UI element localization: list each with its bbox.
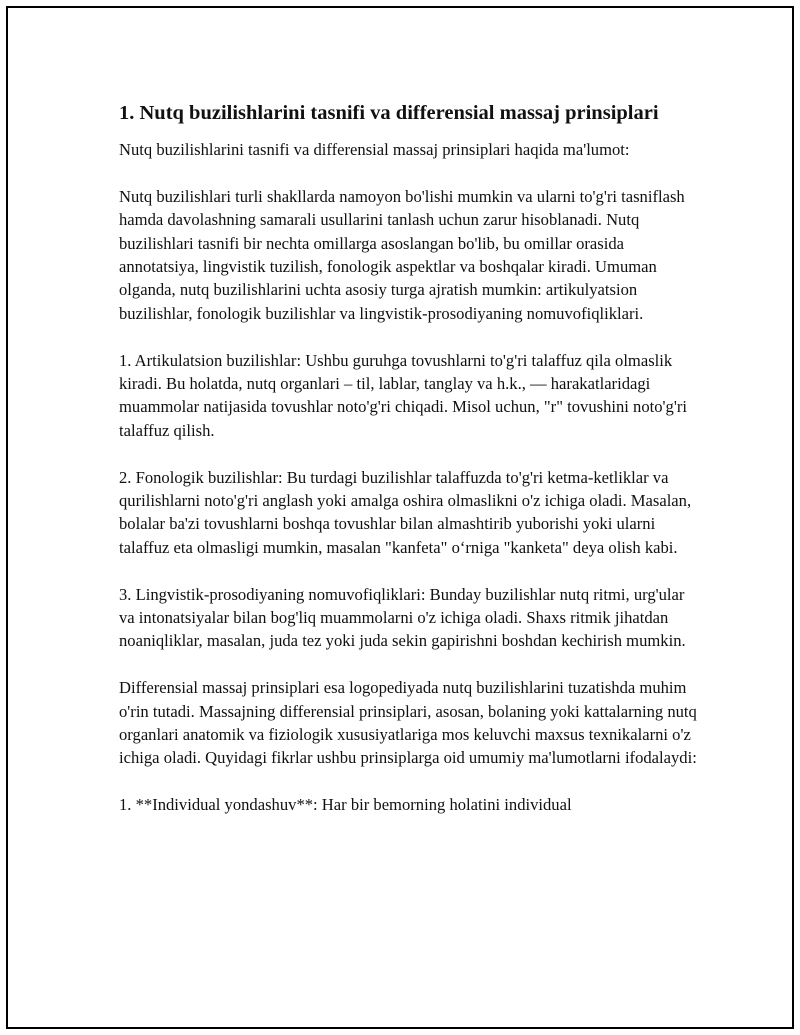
document-heading: 1. Nutq buzilishlarini tasnifi va differensial massaj prinsiplari <box>119 102 659 124</box>
articulation-paragraph: 1. Artikulatsion buzilishlar: Ushbu guruhga tovushlarni to'g'ri talaffuz qila olmaslik kiradi. Bu holatda, nutq organlari – til, lablar, tanglay va h.k., — harakatlaridagi muammolar natijasida tovushlar noto'g'ri chiqadi. Misol uchun, "r" tovushini noto'g'ri talaffuz qilish. <box>119 350 687 440</box>
overview-paragraph: Nutq buzilishlari turli shakllarda namoyon bo'lishi mumkin va ularni to'g'ri tasniflash hamda davolashning samarali usullarini tanlash uchun zarur hisoblanadi. Nutq buzilishlari tasnifi bir nechta omillarga asoslangan bo'lib, bu omillar orasida annotatsiya, lingvistik tuzilish, fonologik aspektlar va boshqalar kiradi. Umuman olganda, nutq buzilishlarini uchta asosiy turga ajratish mumkin: artikulyatsion buzilishlar, fonologik buzilishlar va lingvistik-prosodiyaning nomuvofiqliklari. <box>119 186 685 323</box>
document-body <box>119 100 699 817</box>
phonological-paragraph: 2. Fonologik buzilishlar: Bu turdagi buzilishlar talaffuzda to'g'ri ketma-ketliklar va qurilishlarni noto'g'ri anglash yoki amalga oshira olmaslikni o'z ichiga oladi. Masalan, bolalar ba'zi tovushlarni boshqa tovushlar bilan almashtirib yuborishi yoki ularni talaffuz eta olmasligi mumkin, masalan "kanfeta" o‘rniga "kanketa" deya olish kabi. <box>119 467 692 557</box>
massage-principles-paragraph: Differensial massaj prinsiplari esa logopediyada nutq buzilishlarini tuzatishda muhim o'rin tutadi. Massajning differensial prinsiplari, asosan, bolaning yoki kattalarning nutq organlari anatomik va fiziologik xususiyatlariga mos keluvchi maxsus texnikalarni o'z ichiga oladi. Quyidagi fikrlar ushbu prinsiplarga oid umumiy ma'lumotlarni ifodalaydi: <box>119 678 697 768</box>
individual-approach-paragraph: 1. **Individual yondashuv**: Har bir bemorning holatini individual <box>119 795 572 815</box>
prosody-paragraph: 3. Lingvistik-prosodiyaning nomuvofiqliklari: Bunday buzilishlar nutq ritmi, urg'ular va intonatsiyalar bilan bog'liq muammolarni o'z ichiga oladi. Shaxs ritmik jihatdan noaniqliklar, masalan, juda tez yoki juda sekin gapirishni boshdan kechirish mumkin. <box>119 584 686 651</box>
intro-paragraph: Nutq buzilishlarini tasnifi va differensial massaj prinsiplari haqida ma'lumot: <box>119 140 630 159</box>
page-frame <box>6 6 794 1029</box>
